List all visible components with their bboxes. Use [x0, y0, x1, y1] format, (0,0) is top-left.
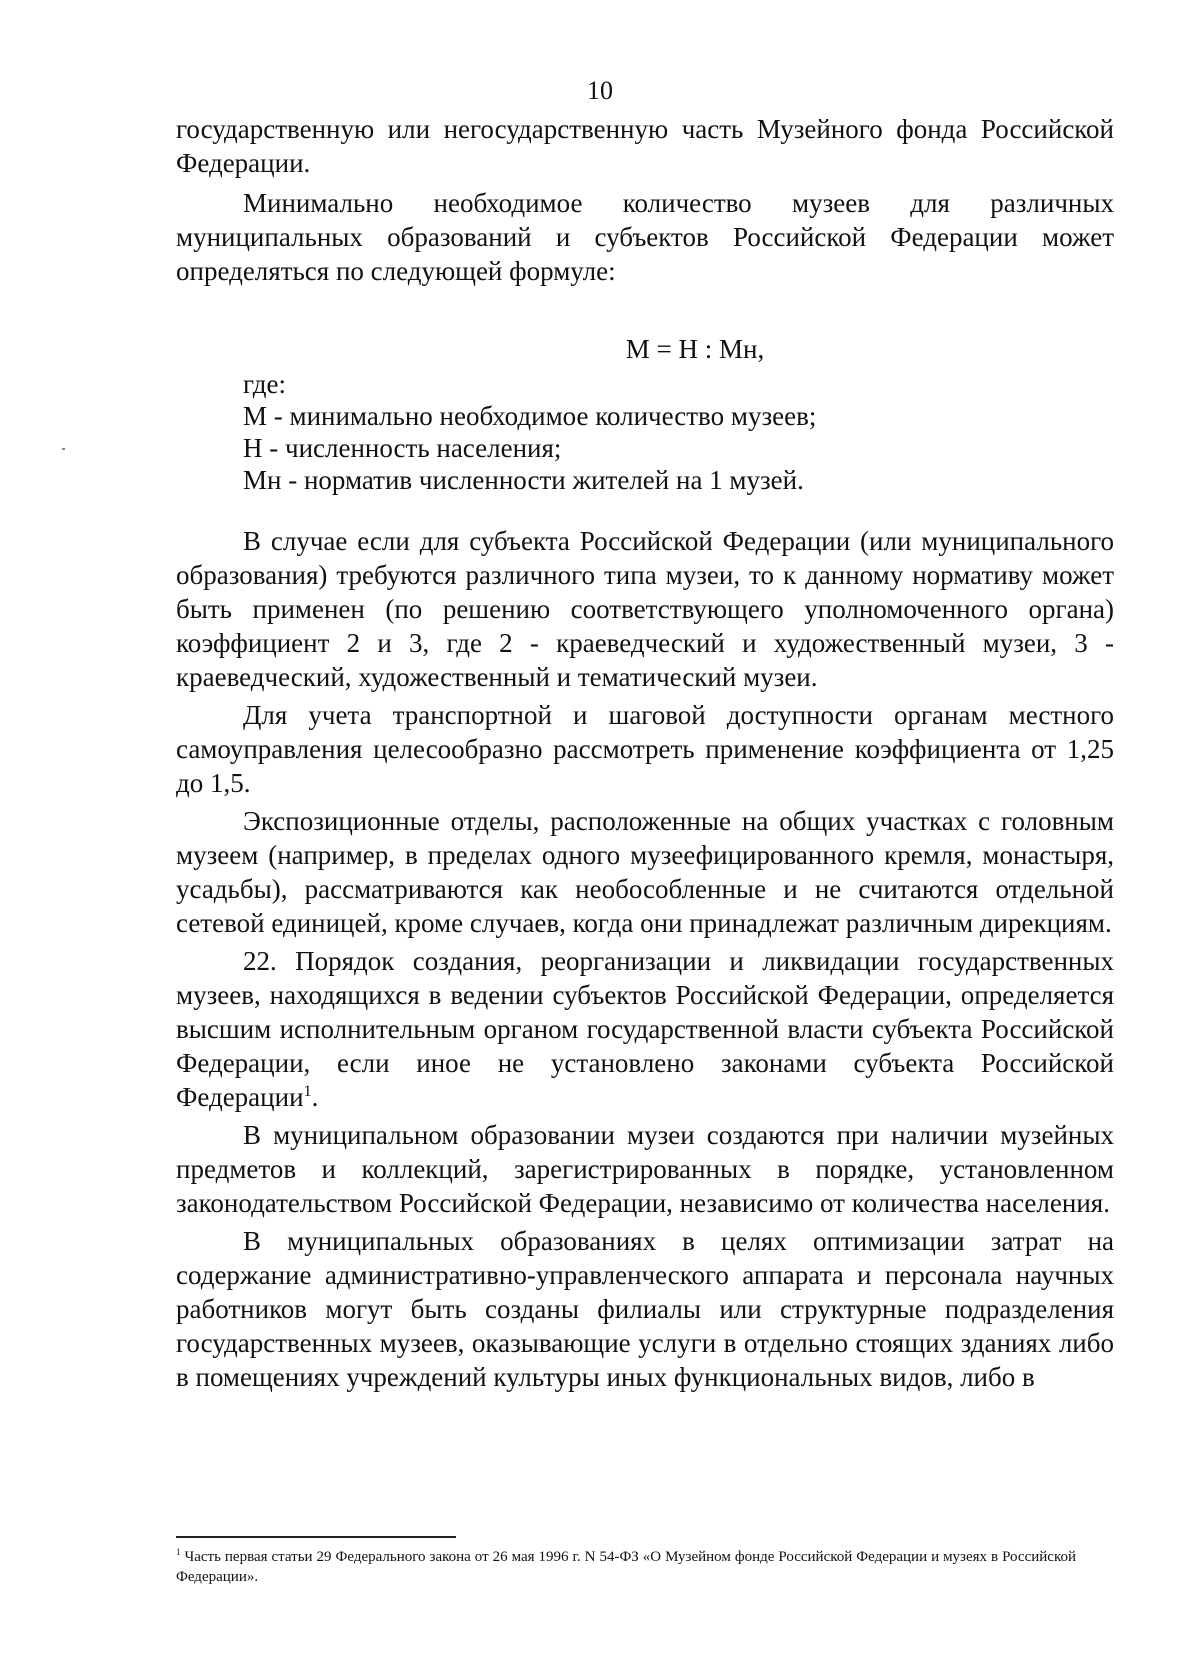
where-label: где:: [243, 369, 286, 399]
document-body: [176, 112, 1114, 1394]
scan-speck: [62, 448, 65, 450]
paragraph-22-end: .: [311, 1082, 319, 1112]
paragraph-22: [176, 944, 1114, 1114]
paragraph-municipal-museums: В муниципальном образовании музеи создаются при наличии музейных предметов и коллекций, зарегистрированных в порядке, установленном законодательством Российской Федерации, независимо от количества населения.: [176, 1120, 1114, 1218]
footnote-text: Часть первая статьи 29 Федерального закона от 26 мая 1996 г. N 54-ФЗ «О Музейном фонде Российской Федерации и музеях в Российской Федерации».: [176, 1549, 1076, 1585]
definition-item: Н - численность населения;: [243, 433, 562, 463]
page-number: 10: [587, 76, 613, 105]
formula-definitions: [176, 368, 1114, 496]
footnote-reference: 1: [303, 1082, 312, 1100]
paragraph-continuation: государственную или негосударственную часть Музейного фонда Российской Федерации.: [176, 114, 1114, 178]
footnote-divider: [176, 1536, 456, 1538]
paragraph-accessibility: Для учета транспортной и шаговой доступности органам местного самоуправления целесообразно рассмотреть применение коэффициента от 1,25 до 1,5.: [176, 700, 1114, 798]
paragraph-formula-intro: Минимально необходимое количество музеев для различных муниципальных образований и субъектов Российской Федерации может определяться по следующей формуле:: [176, 188, 1114, 286]
footnote: [176, 1547, 1076, 1587]
paragraph-exposition: Экспозиционные отделы, расположенные на общих участках с головным музеем (например, в пределах одного музеефицированного кремля, монастыря, усадьбы), рассматриваются как необособленные и не считаются отдельной сетевой единицей, кроме случаев, когда они принадлежат различным дирекциям.: [176, 806, 1114, 938]
paragraph-coefficient: В случае если для субъекта Российской Федерации (или муниципального образования) требуются различного типа музеи, то к данному нормативу может быть применен (по решению соответствующего уполномоченного органа) коэффициент 2 и 3, где 2 - краеведческий и художественный музеи, 3 - краеведческий, художественный и тематический музеи.: [176, 526, 1114, 692]
definition-item: Мн - норматив численности жителей на 1 музей.: [243, 465, 804, 495]
definition-item: М - минимально необходимое количество музеев;: [243, 401, 817, 431]
paragraph-22-text: 22. Порядок создания, реорганизации и ликвидации государственных музеев, находящихся в ведении субъектов Российской Федерации, определяется высшим исполнительным органом государственной власти субъекта Российской Федерации, если иное не установлено законами субъекта Российской Федерации: [176, 946, 1114, 1112]
formula: М = Н : Мн,: [625, 334, 765, 364]
footnote-marker: 1: [176, 1547, 181, 1557]
paragraph-branches: В муниципальных образованиях в целях оптимизации затрат на содержание административно-управленческого аппарата и персонала научных работников могут быть созданы филиалы или структурные подразделения государственных музеев, оказывающие услуги в отдельно стоящих зданиях либо в помещениях учреждений культуры иных функциональных видов, либо в: [176, 1226, 1114, 1392]
